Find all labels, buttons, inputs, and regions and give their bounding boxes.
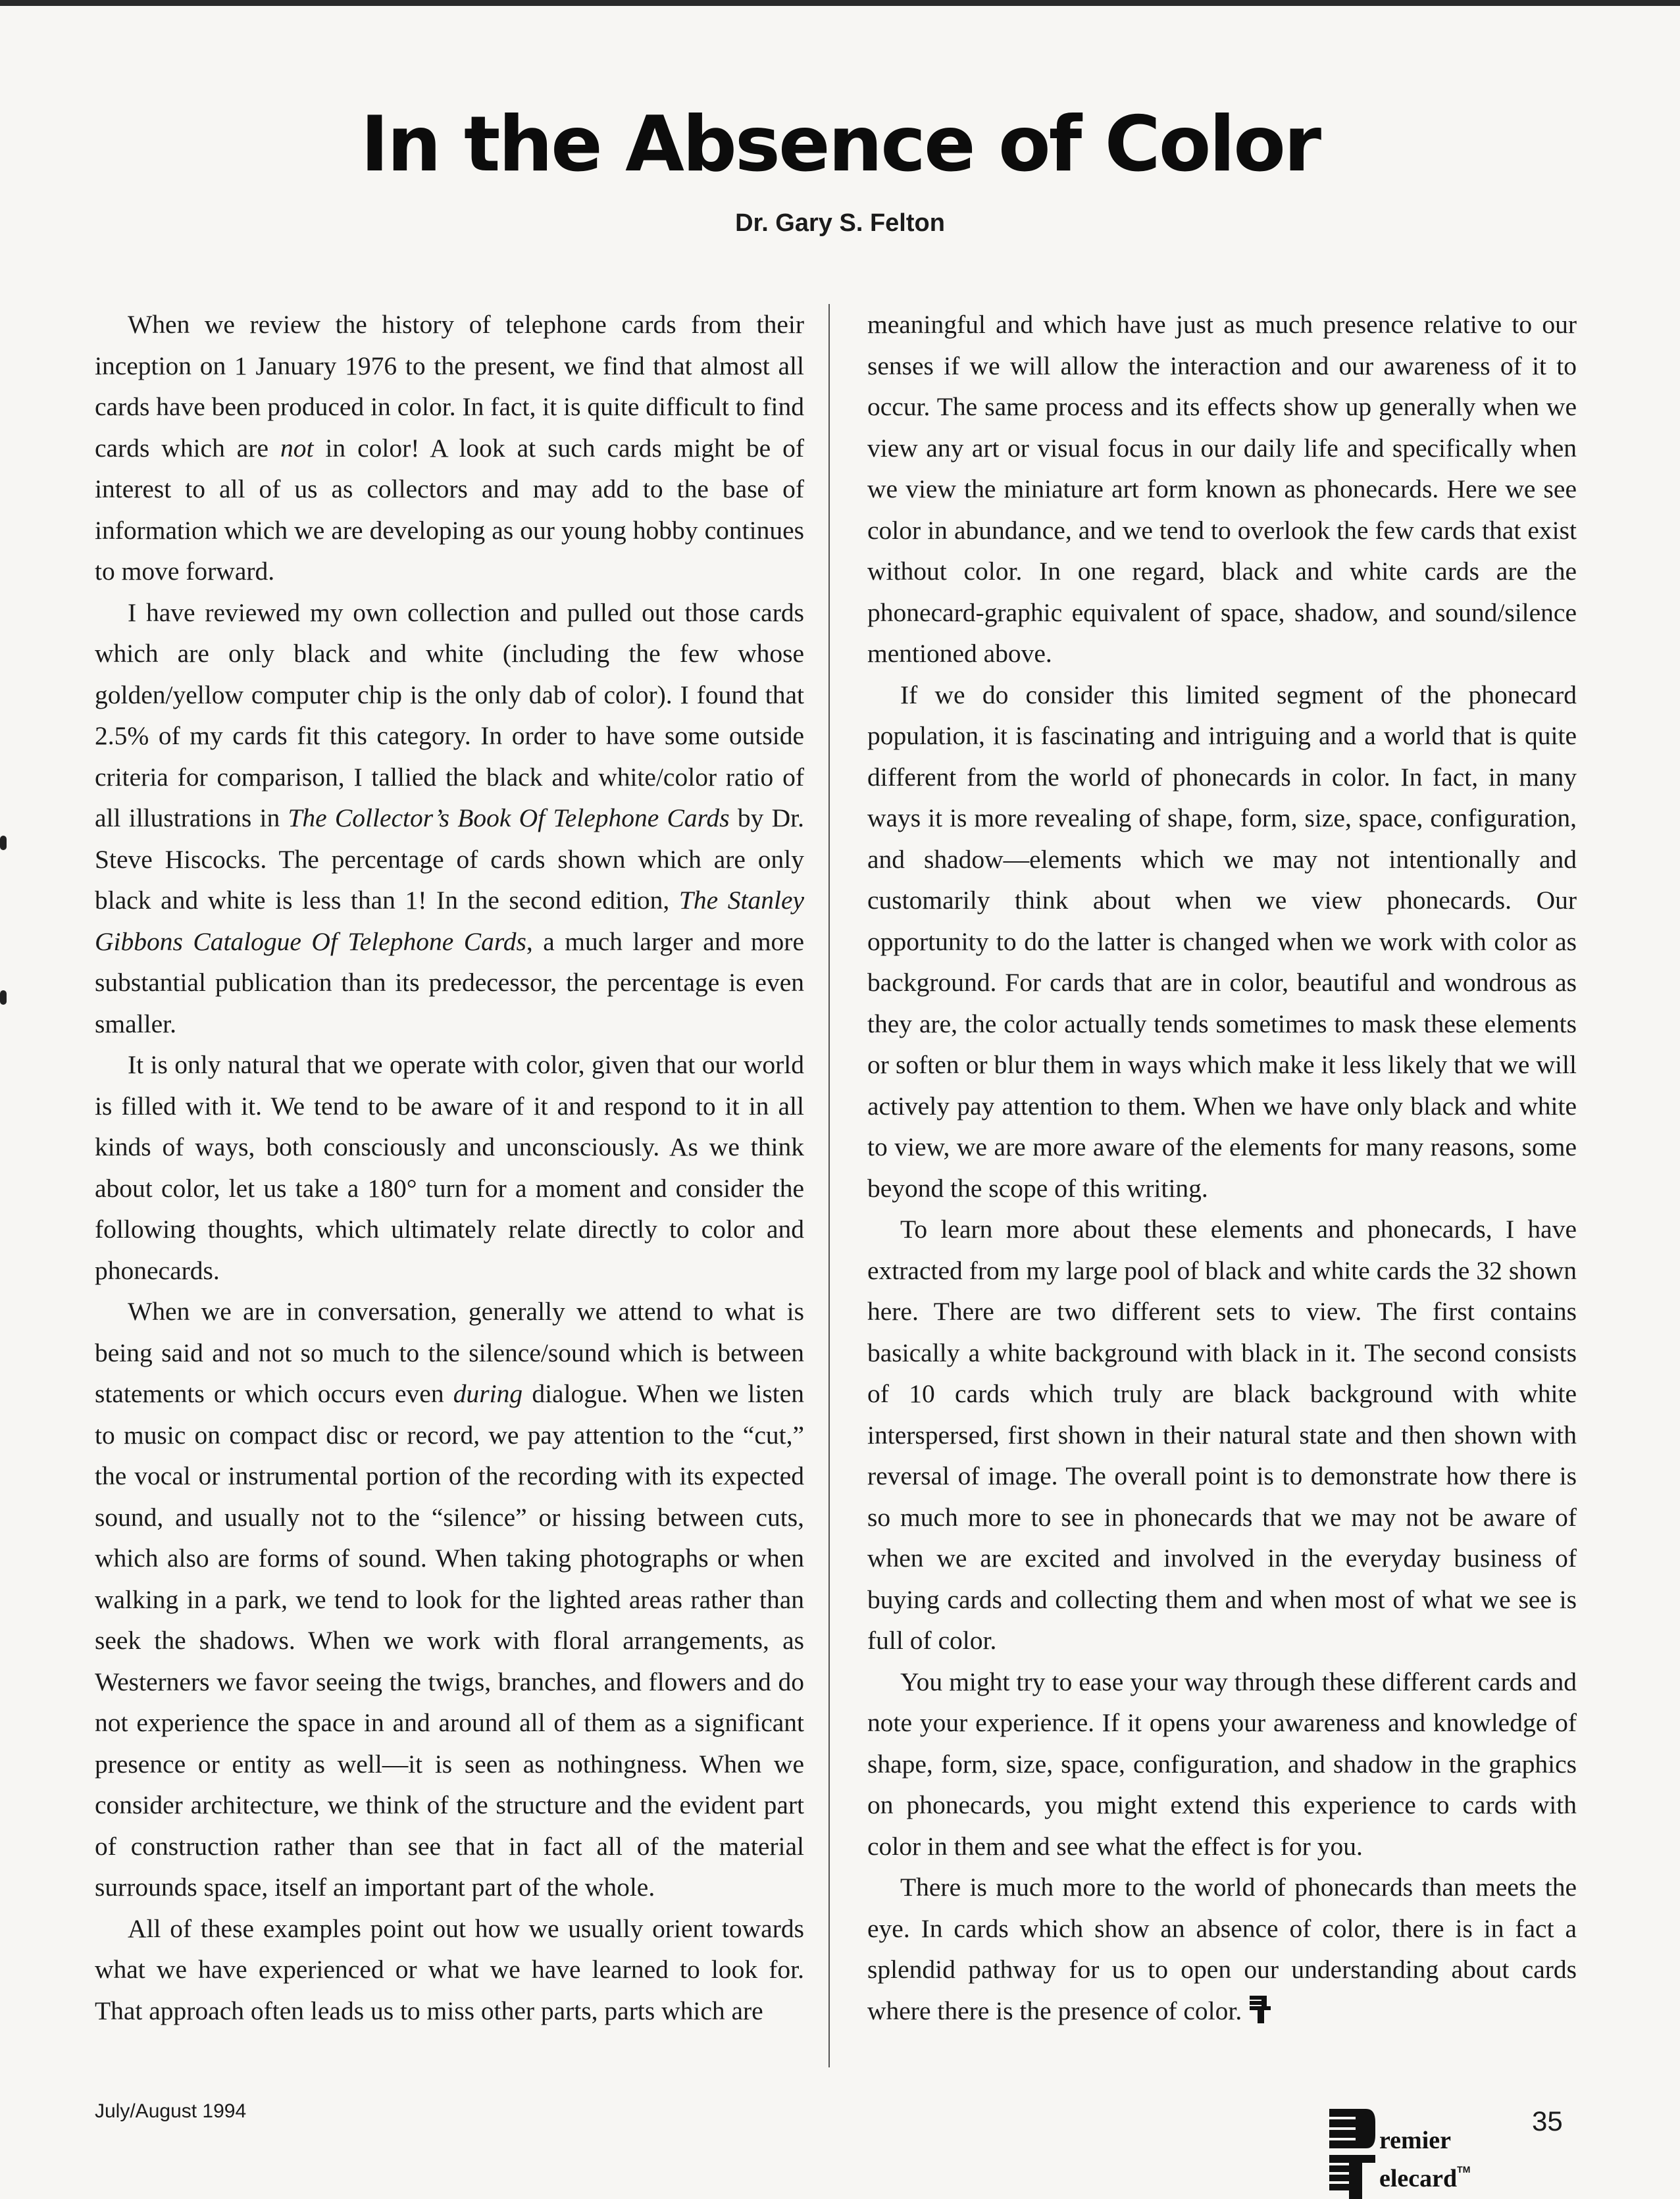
italic-text: The Stanley Gibbons Catalogue Of Telephone Cards	[95, 886, 805, 956]
column-divider	[828, 304, 830, 2067]
text-run: When we are in conversation, generally we attend to what is being said and not so much to the silence/sound which is between statements or which occurs even	[95, 1297, 804, 1408]
premier-telecard-logo	[1329, 2109, 1507, 2199]
text-run: To learn more about these elements and phonecards, I have extracted from my large pool of black and white cards the 32 shown here. There are two different sets to view. The first contains basically a white background with black in it. The second consists of 10 cards which truly are black background with white interspersed, first shown in their natural state and then shown with reversal of image. The overall point is to demonstrate how there is so much more to see in phonecards that we may not be aware of when we are excited and involved in the everyday business of buying cards and collecting them and when most of what we see is full of color.	[867, 1215, 1577, 1655]
paragraph	[867, 304, 1577, 674]
text-run: There is much more to the world of phonecards than meets the eye. In cards which show an absence of color, there is in fact a splendid pathway for us to open our understanding about cards where there is the presence of color.	[867, 1873, 1577, 2025]
trademark-symbol: TM	[1457, 2164, 1471, 2175]
page-top-edge	[0, 0, 1680, 6]
binding-mark	[0, 990, 7, 1005]
paragraph	[95, 592, 804, 1045]
article-title: In the Absence of Color	[360, 100, 1320, 189]
end-of-article-mark	[1250, 1996, 1271, 2023]
paragraph	[95, 304, 804, 592]
paragraph	[867, 1867, 1577, 2031]
logo-text-telecard	[1379, 2164, 1470, 2193]
text-run: I have reviewed my own collection and pulled out those cards which are only black and white (including the few whose golden/yellow computer chip is the only dab of color). I found that 2.5% of my cards fit this category. In order to have some outside criteria for comparison, I tallied the black and white/color ratio of all illustrations in	[95, 597, 804, 832]
paragraph	[95, 1908, 804, 2032]
logo-emblem	[1329, 2109, 1375, 2199]
author-byline: Dr. Gary S. Felton	[735, 209, 945, 237]
binding-mark	[0, 836, 7, 850]
italic-text: during	[453, 1379, 523, 1408]
logo-text-premier: remier	[1379, 2127, 1451, 2154]
left-column	[95, 304, 804, 2031]
paragraph	[867, 1661, 1577, 1867]
italic-text: The Collector’s Book Of Telephone Cards	[288, 803, 730, 832]
text-run: meaningful and which have just as much presence relative to our senses if we will allow the interaction and our awareness of it to occur. The same process and its effects show up generally when we view any art or visual focus in our daily life and specifically when we view the miniature art form known as phonecards. Here we see color in abundance, and we tend to overlook the few cards that exist without color. In one regard, black and white cards are the phonecard-graphic equivalent of space, shadow, and sound/silence mentioned above.	[867, 310, 1577, 668]
right-column	[867, 304, 1577, 2031]
text-run: When we review the history of telephone cards from their inception on 1 January 1976 to the present, we find that almost all cards have been produced in color. In fact, it is quite difficult to find cards which are	[95, 310, 804, 463]
paragraph	[867, 1209, 1577, 1661]
paragraph	[95, 1044, 804, 1291]
text-run: You might try to ease your way through these different cards and note your experience. If it opens your awareness and knowledge of shape, form, size, space, configuration, and shadow in the graphics on phonecards, you might extend this experience to cards with color in them and see what the effect is for you.	[867, 1667, 1577, 1861]
text-run: , a much larger and more substantial publication than its predecessor, the percentage is even smaller.	[95, 926, 804, 1038]
text-run: It is only natural that we operate with color, given that our world is filled with it. We tend to be aware of it and respond to it in all kinds of ways, both consciously and unconsciously. As we think about color, let us take a 180° turn for a moment and consider the following thoughts, which ultimately relate directly to color and phonecards.	[95, 1050, 804, 1285]
page-number: 35	[1532, 2106, 1563, 2136]
text-run: by Dr. Steve Hiscocks. The percentage of cards shown which are only black and white is less than 1! In the second edition,	[95, 803, 804, 915]
issue-date: July/August 1994	[95, 2100, 247, 2122]
logo-text-telecard-word: elecard	[1379, 2165, 1458, 2192]
text-run: All of these examples point out how we usually orient towards what we have experienced or what we have learned to look for. That approach often leads us to miss other parts, parts which are	[95, 1913, 804, 2025]
italic-text: not	[280, 433, 314, 463]
text-run: in color! A look at such cards might be of interest to all of us as collectors and may add to the base of information which we are developing as our young hobby continues to move forward.	[95, 433, 804, 586]
paragraph	[95, 1291, 804, 1908]
text-run: If we do consider this limited segment of the phonecard population, it is fascinating and intriguing and a world that is quite different from the world of phonecards in color. In fact, in many ways it is more revealing of shape, form, size, space, configuration, and shadow—elements which we may not intentionally and customarily think about when we view phonecards. Our opportunity to do the latter is changed when we work with color as background. For cards that are in color, beautiful and wondrous as they are, the color actually tends sometimes to mask these elements or soften or blur them in ways which make it less likely that we will actively pay attention to them. When we have only black and white to view, we are more aware of the elements for many reasons, some beyond the scope of this writing.	[867, 680, 1577, 1203]
text-run: dialogue. When we listen to music on compact disc or record, we pay attention to the “cut,” the vocal or instrumental portion of the recording with its expected sound, and usually not to the “silence” or hissing between cuts, which also are forms of sound. When taking photographs or when walking in a park, we tend to look for the lighted areas rather than seek the shadows. When we work with floral arrangements, as Westerners we favor seeing the twigs, branches, and flowers and do not experience the space in and around all of them as a significant presence or entity as well—it is seen as nothingness. When we consider architecture, we think of the structure and the evident part of construction rather than see that in fact all of the material surrounds space, itself an important part of the whole.	[95, 1379, 804, 1902]
paragraph	[867, 674, 1577, 1209]
